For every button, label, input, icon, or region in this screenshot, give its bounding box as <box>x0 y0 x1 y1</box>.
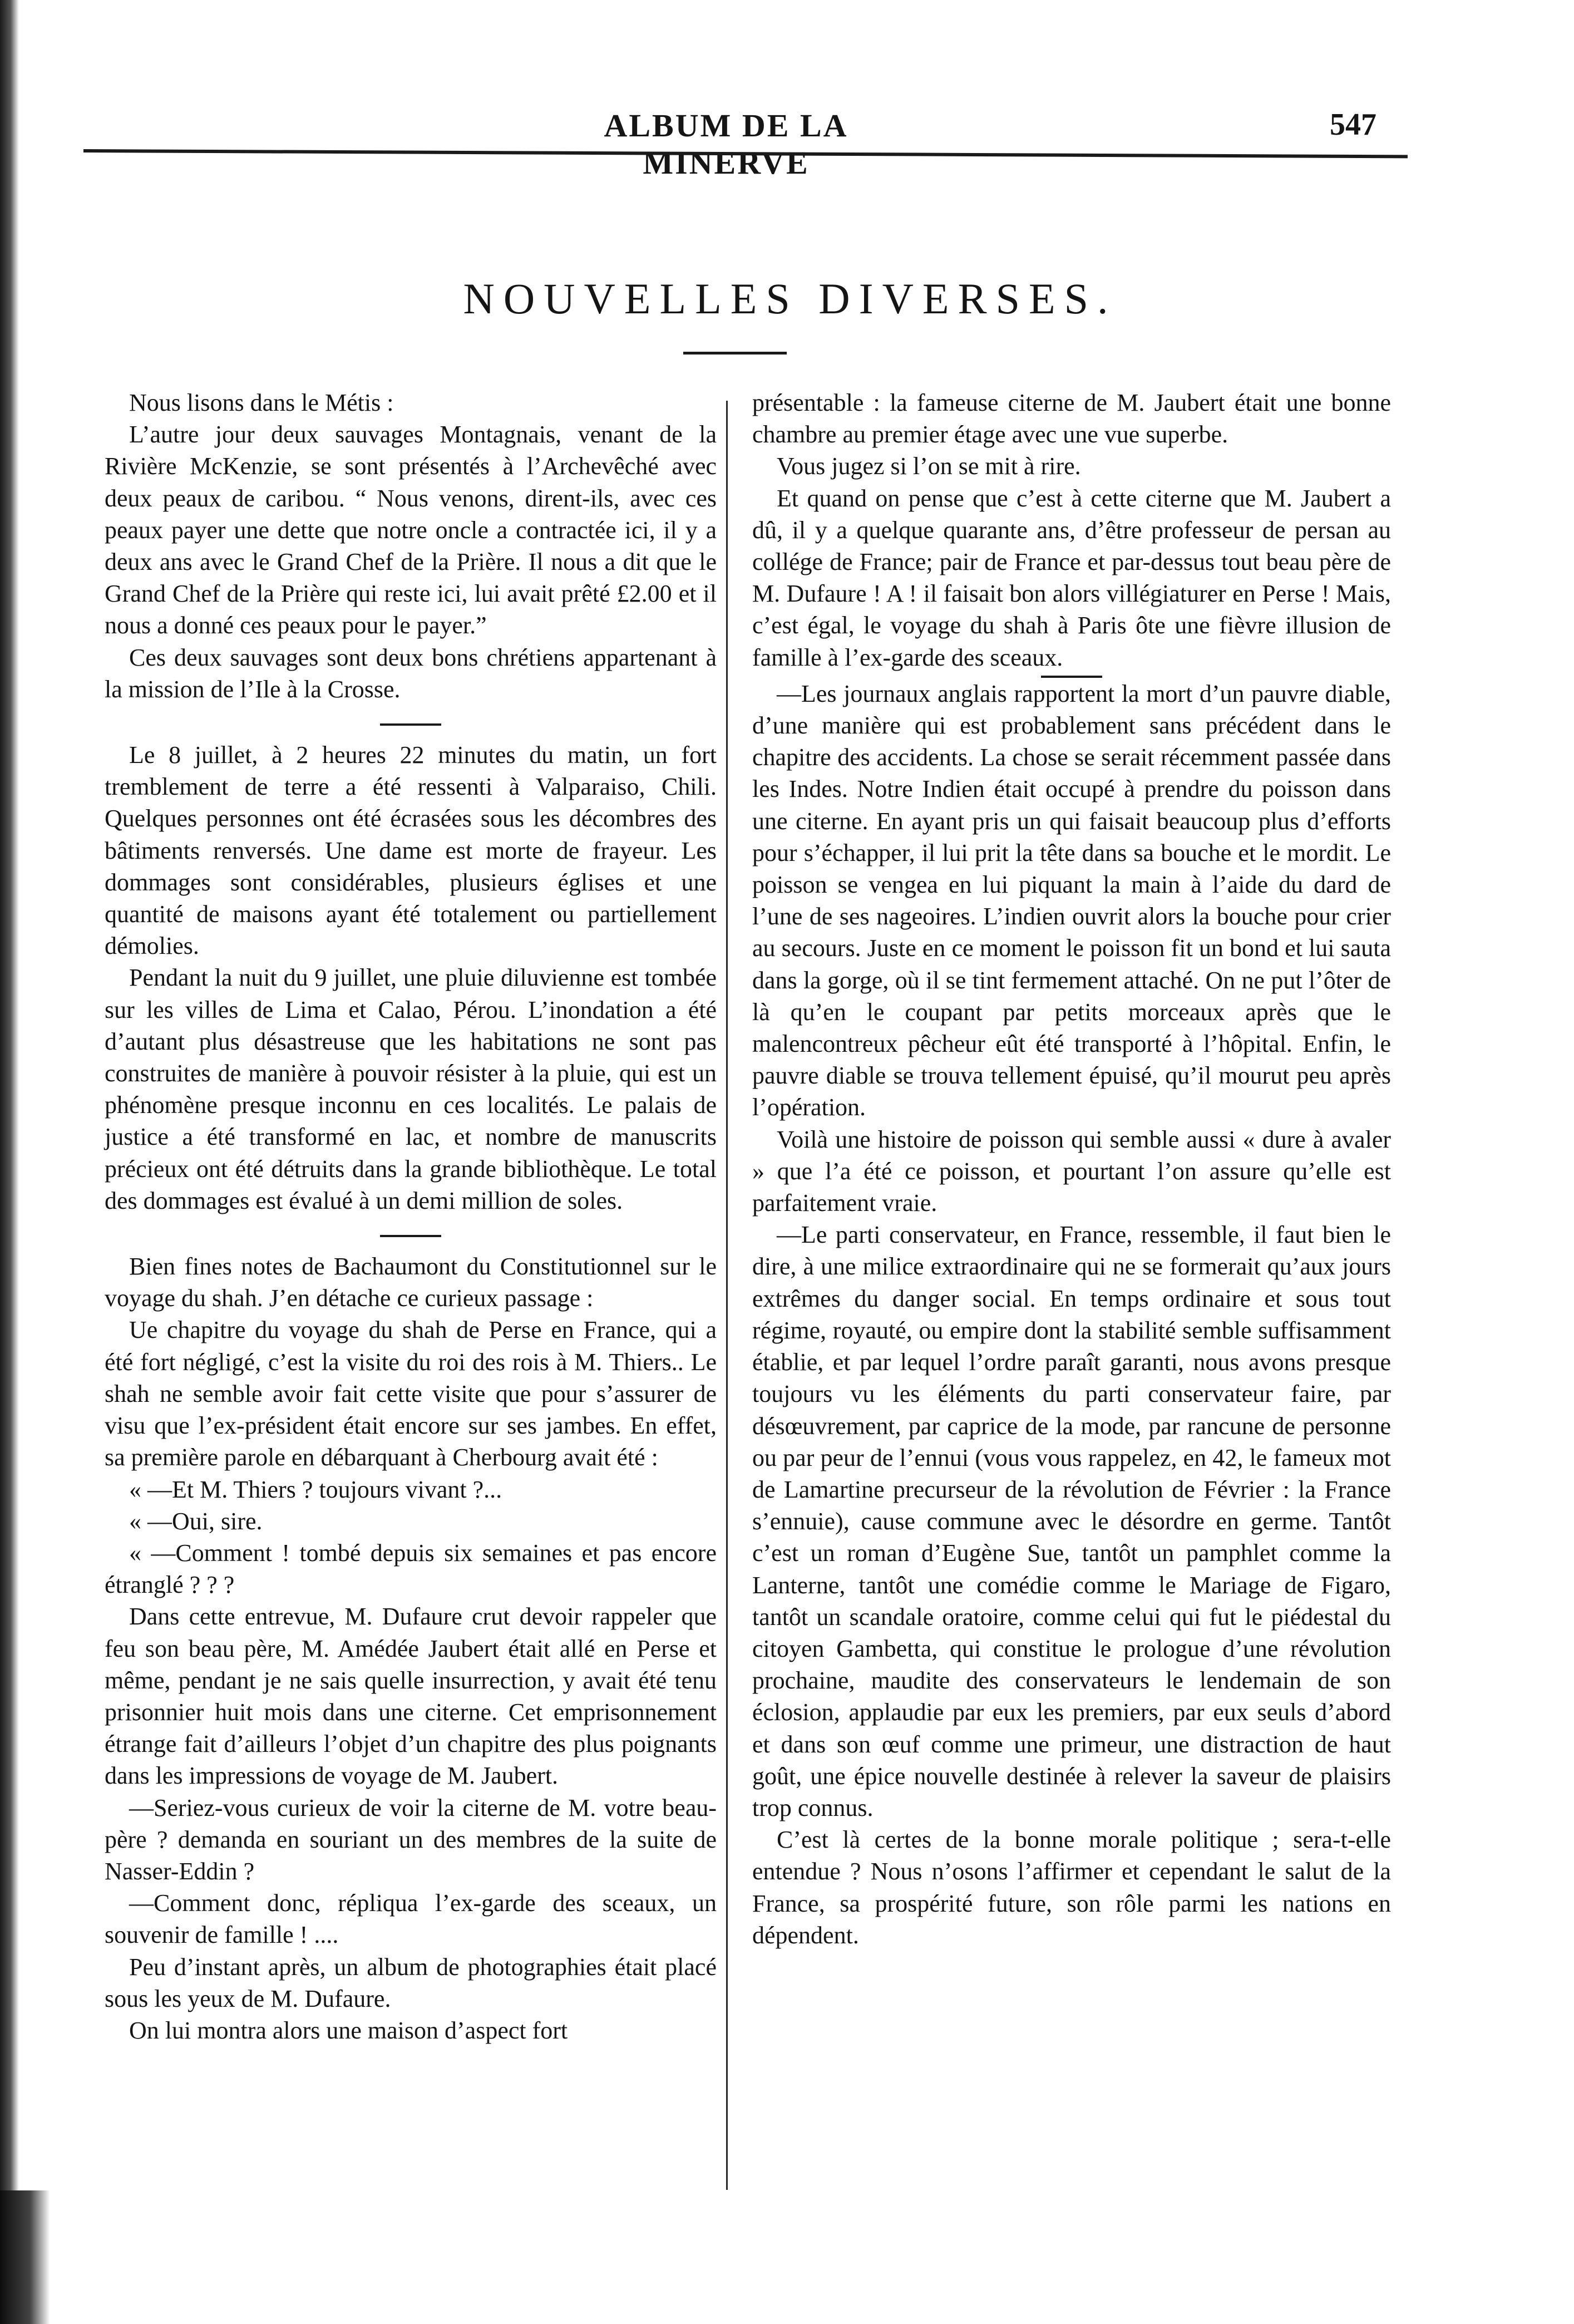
article-paragraph: —Seriez-vous curieux de voir la citerne de M. votre beau-père ? demanda en souriant un des membres de la suite de Nasser-Eddin ? <box>105 1794 717 1885</box>
page-binding-edge <box>0 0 19 2324</box>
article-paragraph: présentable : la fameuse citerne de M. Jaubert était une bonne chambre au premier étage avec une vue superbe. <box>752 389 1391 449</box>
section-title: NOUVELLES DIVERSES. <box>463 274 1117 323</box>
right-column <box>752 387 1391 1951</box>
article-paragraph: C’est là certes de la bonne morale politique ; sera-t-elle entendue ? Nous n’osons l’affirmer et cependant le salut de la France, sa prospérité future, son rôle parmi les nations en dépendent. <box>752 1826 1391 1949</box>
article-intro: Nous lisons dans le Métis : <box>129 389 394 416</box>
article-paragraph: Pendant la nuit du 9 juillet, une pluie diluvienne est tombée sur les villes de Lima et Calao, Pérou. L’inondation a été d’autant plus désastreuse que les habitations ne sont pas construites de manière à pouvoir résister à la pluie, qui est un phénomène presque inconnu en ces localités. Le palais de justice a été transformé en lac, et nombre de manuscrits précieux ont été détruits dans la grande bibliothèque. Le total des dommages est évalué à un demi million de soles. <box>105 964 717 1214</box>
column-divider <box>726 401 728 2190</box>
dialogue-line: « —Comment ! tombé depuis six semaines et pas encore étranglé ? ? ? <box>105 1539 717 1599</box>
article-paragraph: Vous jugez si l’on se mit à rire. <box>777 452 1081 480</box>
article-paragraph: Et quand on pense que c’est à cette citerne que M. Jaubert a dû, il y a quelque quarante ans, d’être professeur de persan au collége de France; pair de France et par-dessus tout beau père de M. Dufaure ! A ! il faisait bon alors villégiaturer en Perse ! Mais, c’est égal, le voyage du shah à Paris ôte une fièvre illusion de famille à l’ex-garde des sceaux. <box>752 484 1391 671</box>
page-number: 547 <box>1330 107 1376 142</box>
article-separator <box>380 1235 441 1237</box>
article-paragraph: —Comment donc, répliqua l’ex-garde des sceaux, un souvenir de famille ! .... <box>105 1889 717 1949</box>
article-paragraph: L’autre jour deux sauvages Montagnais, venant de la Rivière McKenzie, se sont présentés à l’Archevêché avec deux peaux de caribou. “ Nous venons, dirent-ils, avec ces peaux payer une dette que notre oncle a contractée ici, il y a deux ans avec le Grand Chef de la Prière. Il nous a dit que le Grand Chef de la Prière qui reste ici, lui avait prêté £2.00 et il nous a donné ces peaux pour le payer.” <box>105 421 717 639</box>
running-title: ALBUM DE LA MINERVE <box>604 107 848 181</box>
article-paragraph: —Les journaux anglais rapportent la mort d’un pauvre diable, d’une manière qui est probablement sans précédent dans le chapitre des accidents. La chose se serait récemment passée dans les Indes. Notre Indien était occupé à prendre du poisson dans une citerne. En ayant pris un qui faisait beaucoup plus d’efforts pour s’échapper, il lui prit la tête dans sa bouche et le mordit. Le poisson se vengea en lui piquant la main à l’aide du dard de l’une de ses nageoires. L’indien ouvrit alors la bouche pour crier au secours. Juste en ce moment le poisson fit un bond et lui sauta dans la gorge, où il se tint fermement attaché. On ne put l’ôter de là qu’en le coupant par petits morceaux après que le malencontreux pêcheur eût été transporté à l’hôpital. Enfin, le pauvre diable se trouva tellement épuisé, qu’il mourut peu après l’opération. <box>752 680 1391 1121</box>
article-paragraph: On lui montra alors une maison d’aspect fort <box>129 2016 568 2044</box>
page-binding-shadow <box>0 2190 50 2324</box>
article-paragraph: Ue chapitre du voyage du shah de Perse en France, qui a été fort négligé, c’est la visite du roi des rois à M. Thiers.. Le shah ne semble avoir fait cette visite que pour s’assurer de visu que l’ex-président était encore sur ses jambes. En effet, sa première parole en débarquant à Cherbourg avait été : <box>105 1316 717 1471</box>
article-paragraph: Le 8 juillet, à 2 heures 22 minutes du matin, un fort tremblement de terre a été ressenti à Valparaiso, Chili. Quelques personnes ont été écrasées sous les décombres des bâtiments renversés. Une dame est morte de frayeur. Les dommages sont considérables, plusieurs églises et une quantité de maisons ayant été totalement ou partiellement démolies. <box>105 741 717 960</box>
article-paragraph: Dans cette entrevue, M. Dufaure crut devoir rappeler que feu son beau père, M. Amédée Jaubert était allé en Perse et même, pendant je ne sais quelle insurrection, y avait été tenu prisonnier huit mois dans une citerne. Cet emprisonnement étrange fait d’ailleurs l’objet d’un chapitre des plus poignants dans les impressions de voyage de M. Jaubert. <box>105 1603 717 1790</box>
dialogue-line: « —Et M. Thiers ? toujours vivant ?... <box>129 1475 502 1503</box>
article-paragraph: Voilà une histoire de poisson qui semble aussi « dure à avaler » que l’a été ce poisson, et pourtant l’on assure qu’elle est parfaitement vraie. <box>752 1125 1391 1217</box>
title-rule <box>683 352 787 354</box>
article-paragraph: Ces deux sauvages sont deux bons chrétiens appartenant à la mission de l’Ile à la Crosse. <box>105 643 717 703</box>
left-column <box>105 387 717 2046</box>
article-paragraph: Peu d’instant après, un album de photographies était placé sous les yeux de M. Dufaure. <box>105 1953 717 2012</box>
article-paragraph: Bien fines notes de Bachaumont du Constitutionnel sur le voyage du shah. J’en détache ce curieux passage : <box>105 1253 717 1312</box>
article-paragraph: —Le parti conservateur, en France, ressemble, il faut bien le dire, à une milice extraordinaire qui ne se formerait qu’aux jours extrêmes du danger social. En temps ordinaire et sous tout régime, royauté, ou empire dont la stabilité semble suffisamment établie, et par lequel l’ordre paraît garanti, nous avons presque toujours vu les éléments du parti conservateur faire, par désœuvrement, par caprice de la mode, par rancune de personne ou par peur de l’ennui (vous vous rappelez, en 42, le fameux mot de Lamartine precurseur de la révolution de Février : la France s’ennuie), cause commune avec le désordre en germe. Tantôt c’est un roman d’Eugène Sue, tantôt un pamphlet comme la Lanterne, tantôt une comédie comme le Mariage de Figaro, tantôt un scandale oratoire, comme celui qui fut le piédestal du citoyen Gambetta, qui constitue le prologue d’une révolution prochaine, maudite des conservateurs le lendemain de son éclosion, applaudie par eux les premiers, par eux seuls d’abord et dans son œuf comme une primeur, une distraction de haut goût, une épice nouvelle destinée à relever la saveur de plaisirs trop connus. <box>752 1221 1391 1821</box>
article-separator <box>380 723 441 726</box>
dialogue-line: « —Oui, sire. <box>129 1507 263 1535</box>
